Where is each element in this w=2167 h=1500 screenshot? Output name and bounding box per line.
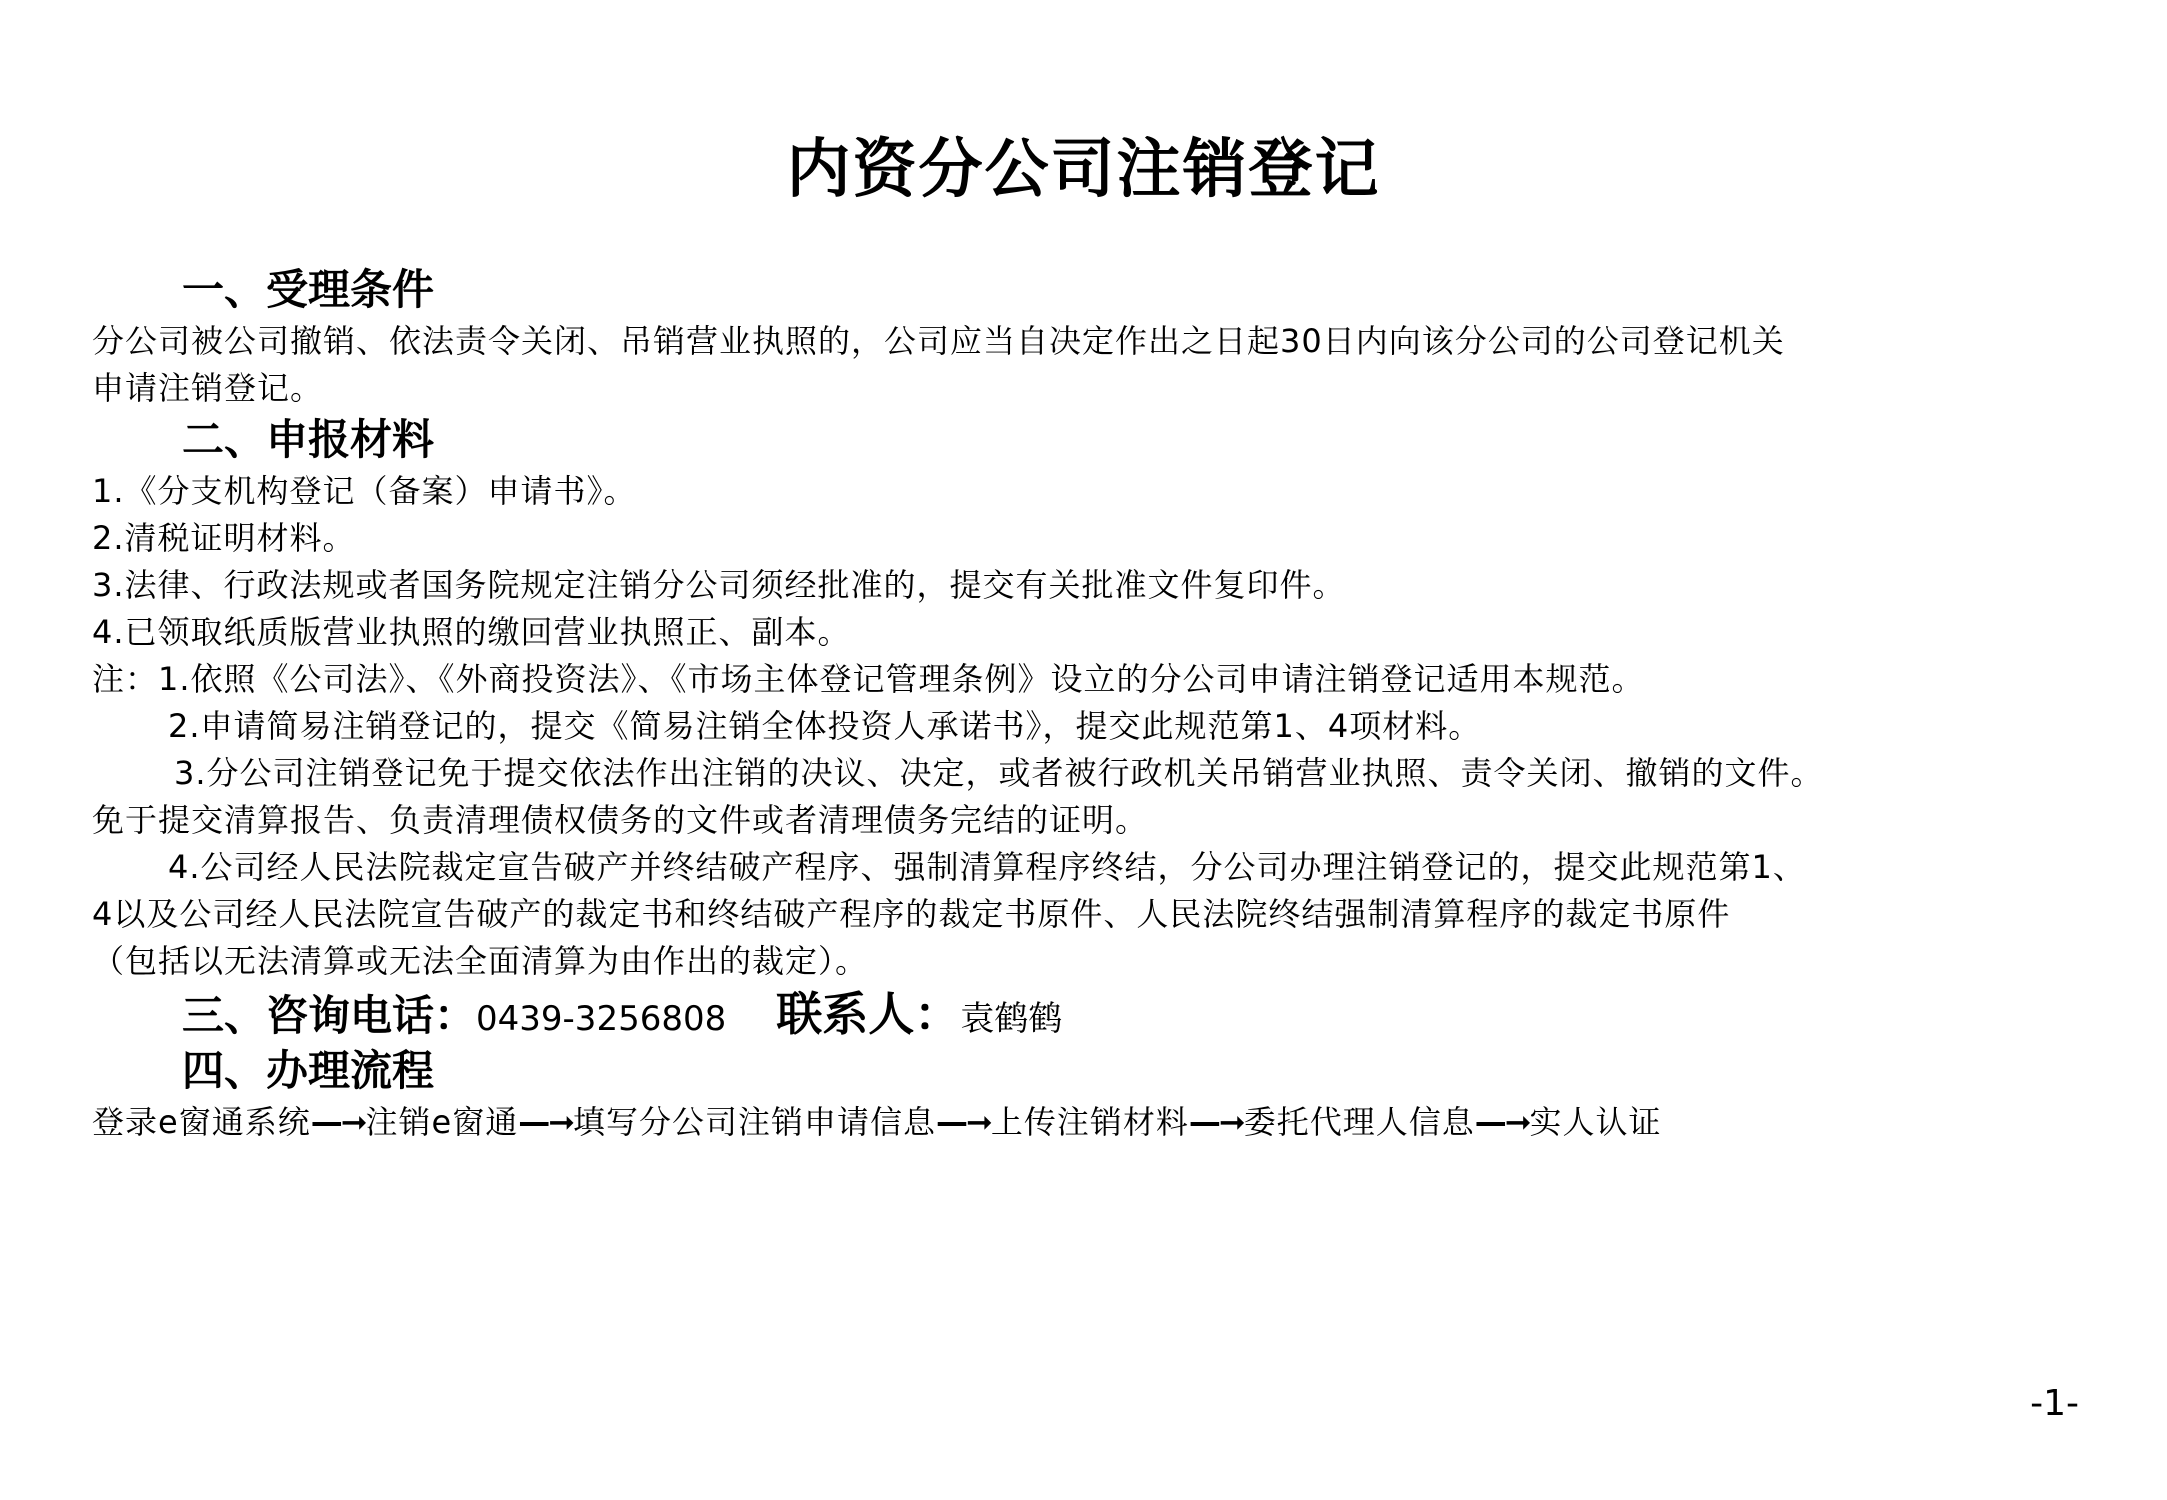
note-line-4-continued: 4以及公司经人民法院宣告破产的裁定书和终结破产程序的裁定书原件、人民法院终结强制清算程序的裁定书原件 bbox=[92, 895, 1731, 933]
note-line-1: 注：1.依照《公司法》、《外商投资法》、《市场主体登记管理条例》设立的分公司申请注销登记适用本规范。 bbox=[92, 660, 1645, 698]
phone-number: 0439-3256808 bbox=[476, 999, 727, 1039]
process-step-login: 登录e窗通系统 bbox=[92, 1103, 311, 1141]
consult-contact-row bbox=[92, 985, 2112, 1043]
process-flow bbox=[92, 1099, 2112, 1146]
arrow-right-icon: —➞ bbox=[936, 1103, 991, 1141]
material-item-3: 3.法律、行政法规或者国务院规定注销分公司须经批准的，提交有关批准文件复印件。 bbox=[92, 566, 1346, 604]
acceptance-text-line-2: 申请注销登记。 bbox=[92, 369, 324, 407]
document-body bbox=[92, 262, 2112, 1146]
section-heading-process: 四、办理流程 bbox=[182, 1046, 435, 1095]
section-heading-materials: 二、申报材料 bbox=[182, 415, 435, 464]
section-heading-phone: 三、咨询电话： bbox=[182, 991, 477, 1040]
arrow-right-icon: —➞ bbox=[1474, 1103, 1530, 1141]
process-step-fill-info: 填写分公司注销申请信息 bbox=[573, 1103, 937, 1141]
arrow-right-icon: —➞ bbox=[310, 1103, 366, 1141]
process-step-cancel: 注销e窗通 bbox=[365, 1103, 519, 1141]
process-step-agent-info: 委托代理人信息 bbox=[1243, 1103, 1475, 1141]
material-item-1: 1.《分支机构登记（备案）申请书》。 bbox=[92, 472, 637, 510]
document-title: 内资分公司注销登记 bbox=[786, 133, 1381, 207]
note-line-4: 4.公司经人民法院裁定宣告破产并终结破产程序、强制清算程序终结，分公司办理注销登记的，提交此规范第1、 bbox=[168, 848, 1806, 886]
note-line-2: 2.申请简易注销登记的，提交《简易注销全体投资人承诺书》，提交此规范第1、4项材料。 bbox=[168, 707, 1482, 745]
contact-name: 袁鹤鹤 bbox=[960, 999, 1063, 1039]
arrow-right-icon: —➞ bbox=[518, 1103, 574, 1141]
arrow-right-icon: —➞ bbox=[1188, 1103, 1244, 1141]
section-heading-acceptance: 一、受理条件 bbox=[182, 265, 435, 314]
process-step-verify: 实人认证 bbox=[1529, 1103, 1662, 1141]
material-item-4: 4.已领取纸质版营业执照的缴回营业执照正、副本。 bbox=[92, 613, 851, 651]
material-item-2: 2.清税证明材料。 bbox=[92, 519, 356, 557]
page-number: -1- bbox=[2030, 1383, 2079, 1424]
note-line-3: 3.分公司注销登记免于提交依法作出注销的决议、决定，或者被行政机关吊销营业执照、责令关闭、撤销的文件。 bbox=[174, 754, 1824, 792]
note-line-4-end: （包括以无法清算或无法全面清算为由作出的裁定）。 bbox=[92, 942, 869, 980]
contact-label: 联系人： bbox=[776, 987, 961, 1041]
note-line-3-continued: 免于提交清算报告、负责清理债权债务的文件或者清理债务完结的证明。 bbox=[92, 801, 1149, 839]
acceptance-text-line-1: 分公司被公司撤销、依法责令关闭、吊销营业执照的，公司应当自决定作出之日起30日内向该分公司的公司登记机关 bbox=[92, 322, 1785, 360]
process-step-upload: 上传注销材料 bbox=[990, 1103, 1189, 1141]
